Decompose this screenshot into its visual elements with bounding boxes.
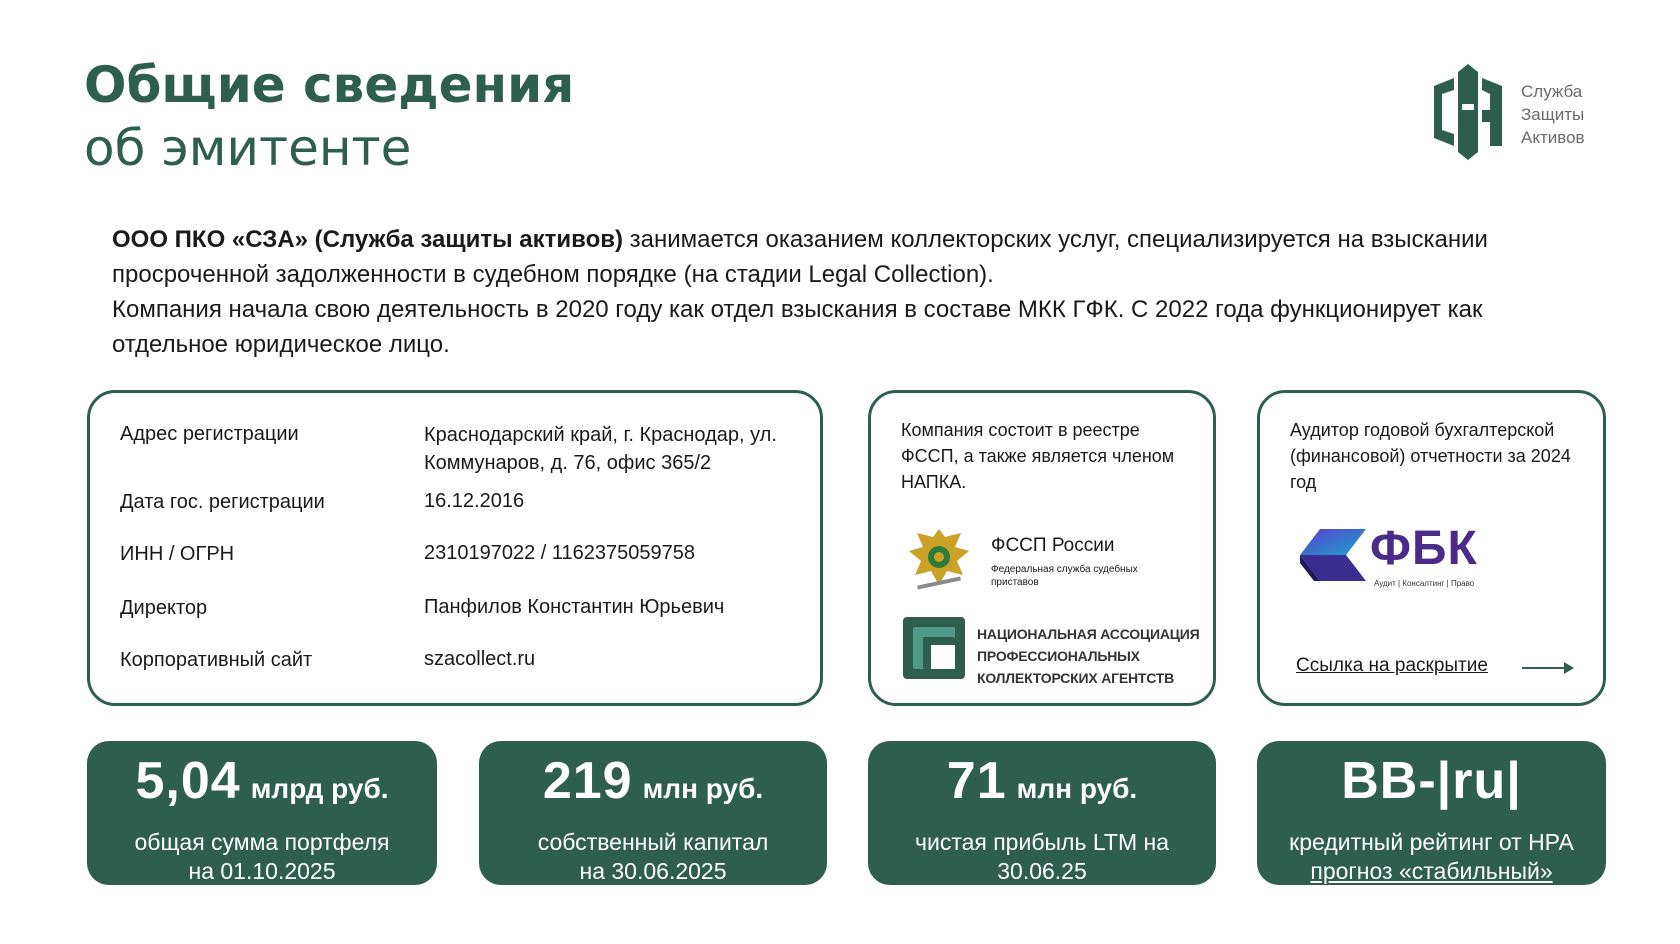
company-name: ООО ПКО «СЗА» (Служба защиты активов) bbox=[112, 226, 623, 253]
registration-info-card bbox=[87, 390, 823, 706]
title-line-2: об эмитенте bbox=[84, 118, 412, 177]
stat-value: BB-|ru| bbox=[1341, 752, 1522, 810]
rating-outlook-text: прогноз «стабильный» bbox=[1310, 858, 1553, 884]
auditor-card bbox=[1257, 390, 1606, 706]
sza-logo-mark-icon bbox=[1428, 64, 1508, 160]
fssp-subtitle: Федеральная служба судебных приставов bbox=[991, 564, 1138, 588]
registry-text: Компания состоит в реестре ФССП, а также является членом НАПКА. bbox=[901, 420, 1175, 492]
stat-caption-date: на 01.10.2025 bbox=[188, 858, 336, 884]
stat-unit: млрд руб. bbox=[250, 773, 389, 804]
fbk-subtitle: Аудит | Консалтинг | Право bbox=[1374, 579, 1475, 588]
info-key: Адрес регистрации bbox=[120, 423, 299, 445]
website-link[interactable]: szacollect.ru bbox=[424, 648, 536, 670]
info-value: 2310197022 / 1162375059758 bbox=[424, 542, 696, 564]
fbk-name: ФБК bbox=[1370, 522, 1478, 575]
description-part-2: Компания начала свою деятельность в 2020 году как отдел взыскания в составе МКК ГФК. С 2022 года функционирует как отдельное юридическое лицо. bbox=[112, 296, 1483, 358]
company-logo bbox=[1428, 64, 1628, 164]
title-line-1: Общие сведения bbox=[84, 56, 575, 114]
stat-portfolio bbox=[87, 741, 437, 885]
stat-caption-date: 30.06.25 bbox=[997, 858, 1087, 884]
page-title bbox=[84, 54, 574, 179]
description-part-1: занимается оказанием коллекторских услуг, специализируется на взыскании просроченной задолженности в судебном порядке (на стадии Legal Collection). bbox=[112, 226, 1488, 288]
stat-value: 5,04 bbox=[135, 752, 241, 810]
logo-word-2: Защиты bbox=[1521, 105, 1585, 124]
stat-unit: млн руб. bbox=[1016, 773, 1138, 804]
info-value: Краснодарский край, г. Краснодар, ул. Коммунаров, д. 76, офис 365/2 bbox=[424, 424, 777, 474]
fbk-logo bbox=[1300, 522, 1500, 595]
stat-caption: кредитный рейтинг от НРА bbox=[1289, 829, 1574, 855]
napka-emblem-icon bbox=[903, 617, 965, 679]
registry-card bbox=[868, 390, 1216, 706]
info-key: Директор bbox=[120, 597, 208, 619]
info-key: Корпоративный сайт bbox=[120, 649, 313, 671]
stat-caption: общая сумма портфеля bbox=[134, 829, 390, 855]
company-description bbox=[112, 222, 1602, 362]
arrow-right-icon bbox=[1522, 667, 1572, 669]
napka-line-1: НАЦИОНАЛЬНАЯ АССОЦИАЦИЯ bbox=[977, 626, 1200, 642]
info-value: Панфилов Константин Юрьевич bbox=[424, 596, 725, 618]
napka-line-3: КОЛЛЕКТОРСКИХ АГЕНТСТВ bbox=[977, 670, 1175, 686]
stat-caption-date: на 30.06.2025 bbox=[579, 858, 727, 884]
fssp-emblem-icon bbox=[903, 523, 975, 595]
info-value: 16.12.2016 bbox=[424, 490, 525, 512]
disclosure-link[interactable]: Ссылка на раскрытие bbox=[1296, 655, 1488, 676]
stat-credit-rating bbox=[1257, 741, 1606, 885]
logo-word-1: Служба bbox=[1521, 82, 1583, 101]
stat-caption: чистая прибыль LTM на bbox=[914, 829, 1169, 855]
auditor-text: Аудитор годовой бухгалтерской (финансовой) отчетности за 2024 год bbox=[1290, 420, 1571, 492]
fssp-logo bbox=[903, 523, 1203, 595]
stat-equity bbox=[479, 741, 827, 885]
napka-logo bbox=[903, 617, 1203, 686]
fssp-title: ФССП России bbox=[991, 535, 1115, 556]
info-key: ИНН / ОГРН bbox=[120, 543, 235, 565]
logo-word-3: Активов bbox=[1521, 128, 1585, 147]
stat-unit: млн руб. bbox=[642, 773, 764, 804]
stat-caption: собственный капитал bbox=[537, 829, 769, 855]
info-key: Дата гос. регистрации bbox=[120, 491, 325, 513]
stat-value: 71 bbox=[946, 752, 1007, 810]
rating-outlook-link[interactable] bbox=[1257, 857, 1606, 886]
napka-line-2: ПРОФЕССИОНАЛЬНЫХ bbox=[977, 648, 1140, 664]
stat-value: 219 bbox=[542, 752, 633, 810]
stat-net-profit bbox=[868, 741, 1216, 885]
fbk-mark-icon bbox=[1300, 525, 1372, 585]
